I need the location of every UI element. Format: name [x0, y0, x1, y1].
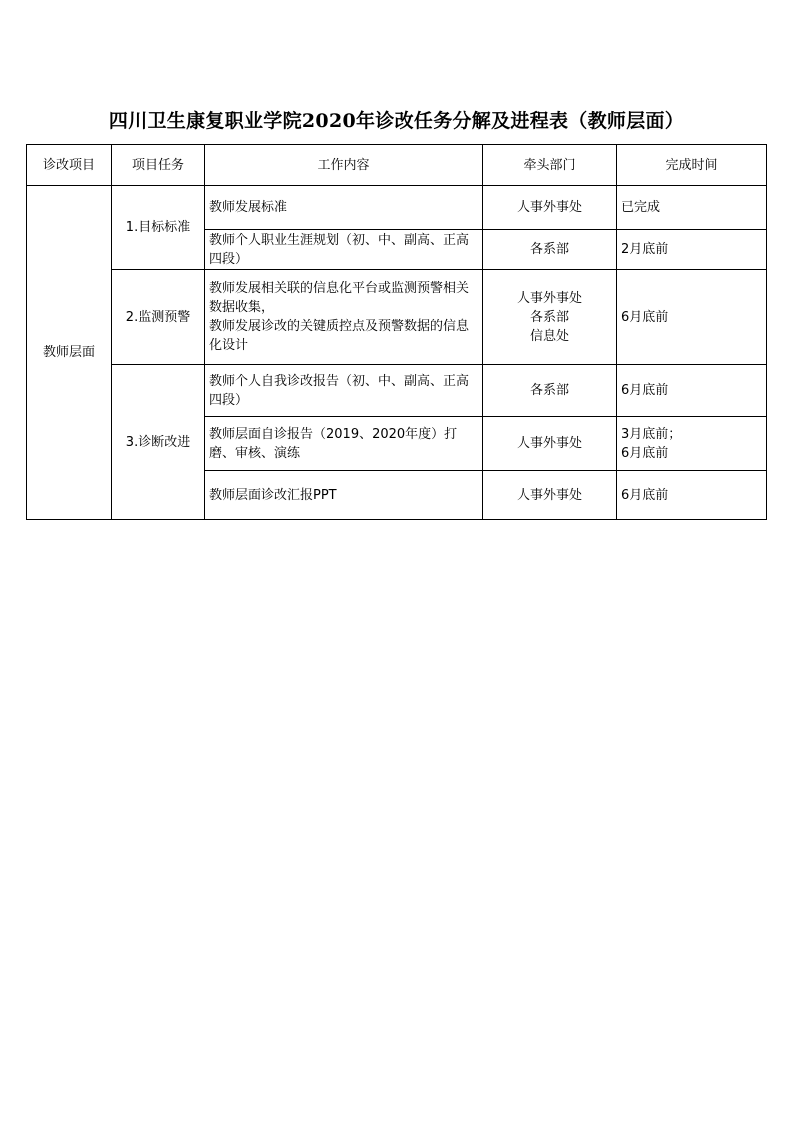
dept-cell: 人事外事处	[483, 471, 617, 520]
document-title: 四川卫生康复职业学院2020年诊改任务分解及进程表（教师层面）	[108, 110, 685, 132]
header-project: 诊改项目	[27, 145, 112, 186]
table-row	[27, 186, 767, 230]
time-cell: 已完成	[617, 186, 767, 230]
header-content: 工作内容	[205, 145, 483, 186]
task-cell: 3.诊断改进	[112, 365, 205, 520]
dept-cell: 人事外事处	[483, 186, 617, 230]
time-cell: 6月底前	[617, 365, 767, 417]
content-cell: 教师个人职业生涯规划（初、中、副高、正高四段）	[205, 230, 483, 270]
time-cell: 3月底前； 6月底前	[617, 417, 767, 471]
time-cell: 6月底前	[617, 270, 767, 365]
content-cell: 教师个人自我诊改报告（初、中、副高、正高四段）	[205, 365, 483, 417]
content-cell: 教师层面诊改汇报PPT	[205, 471, 483, 520]
task-table	[26, 144, 767, 520]
time-cell: 2月底前	[617, 230, 767, 270]
content-cell: 教师层面自诊报告（2019、2020年度）打磨、审核、演练	[205, 417, 483, 471]
dept-cell: 各系部	[483, 365, 617, 417]
table-row	[27, 365, 767, 417]
header-time: 完成时间	[617, 145, 767, 186]
header-dept: 牵头部门	[483, 145, 617, 186]
table-header-row	[27, 145, 767, 186]
dept-cell: 人事外事处 各系部 信息处	[483, 270, 617, 365]
dept-cell: 人事外事处	[483, 417, 617, 471]
content-cell: 教师发展相关联的信息化平台或监测预警相关数据收集， 教师发展诊改的关键质控点及预警数据的信息化设计	[205, 270, 483, 365]
dept-cell: 各系部	[483, 230, 617, 270]
content-cell: 教师发展标准	[205, 186, 483, 230]
table-row	[27, 270, 767, 365]
task-cell: 2.监测预警	[112, 270, 205, 365]
header-task: 项目任务	[112, 145, 205, 186]
task-cell: 1.目标标准	[112, 186, 205, 270]
time-cell: 6月底前	[617, 471, 767, 520]
project-cell: 教师层面	[27, 186, 112, 520]
